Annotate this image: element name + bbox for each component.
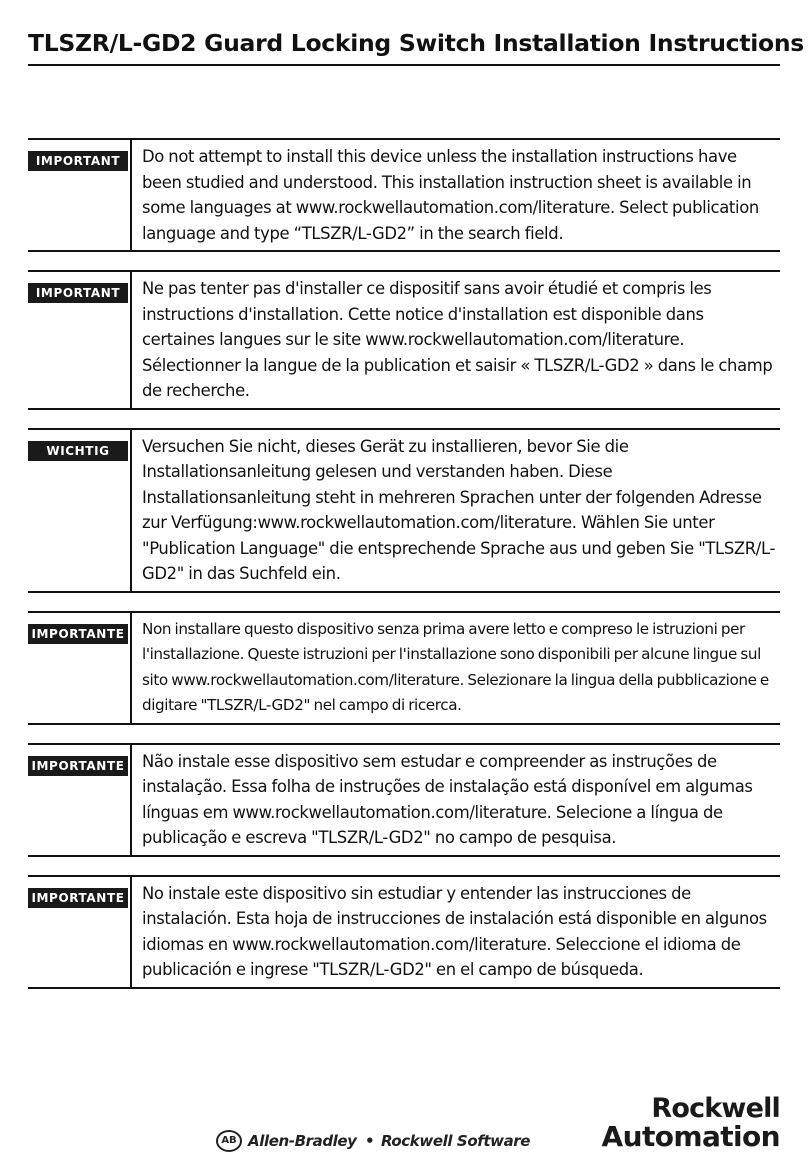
notice-text: Ne pas tenter pas d'installer ce dispositif sans avoir étudié et compris les instructions d'installation. Cette notice d'installation est disponible dans certaines langues sur le site www.rockwellautomation.com/literature. Sélectionner la langue de la publication et saisir « TLSZR/L-GD2 » dans le champ de recherche. (142, 279, 773, 400)
notice-list (28, 138, 780, 1007)
notice-badge: IMPORTANTE (28, 756, 128, 776)
rockwell-automation-logo-line2: Automation (601, 1120, 780, 1153)
rockwell-automation-logo-line1: Rockwell (651, 1093, 780, 1124)
notice-label-column (28, 272, 132, 408)
notice-label-column (28, 877, 132, 987)
title-divider (28, 64, 780, 66)
footer (0, 1088, 808, 1168)
notice-german (28, 428, 780, 593)
allen-bradley-logo-icon: AB (216, 1130, 242, 1152)
notice-text: Do not attempt to install this device unless the installation instructions have been studied and understood. This installation instruction sheet is available in some languages at www.rockwellautomation.com/literature. Select publication language and type “TLSZR/L-GD2” in the search field. (142, 147, 759, 243)
notice-english (28, 138, 780, 252)
notice-text: Não instale esse dispositivo sem estudar e compreender as instruções de instalação. Essa folha de instruções de instalação está disponível em algumas línguas em www.rockwellautomation.com/literature. Selecione a língua de publicação e escreva "TLSZR/L-GD2" no campo de pesquisa. (142, 751, 753, 847)
notice-label-column (28, 745, 132, 855)
notice-french (28, 270, 780, 410)
notice-label-column (28, 613, 132, 723)
rockwell-software-brand: Rockwell Software (381, 1132, 531, 1150)
notice-portuguese (28, 743, 780, 857)
notice-text: No instale este dispositivo sin estudiar y entender las instrucciones de instalación. Esta hoja de instrucciones de instalación está disponible en algunos idiomas en www.rockwellautomation.com/literature. Seleccione el idioma de publicación e ingrese "TLSZR/L-GD2" en el campo de búsqueda. (142, 883, 767, 979)
page-title: TLSZR/L-GD2 Guard Locking Switch Installation Instructions (28, 29, 804, 57)
notice-badge: IMPORTANT (28, 283, 128, 303)
notice-badge: IMPORTANT (28, 151, 128, 171)
notice-label-column (28, 430, 132, 591)
notice-italian (28, 611, 780, 725)
notice-text: Versuchen Sie nicht, dieses Gerät zu installieren, bevor Sie die Installationsanleitung gelesen und verstanden haben. Diese Installationsanleitung steht in mehreren Sprachen unter der folgenden Adresse zur Verfügung:www.rockwellautomation.com/literature. Wählen Sie unter "Publication Language" die entsprechende Sprache aus und geben Sie "TLSZR/L-GD2" in das Suchfeld ein. (142, 436, 776, 583)
notice-badge: IMPORTANTE (28, 624, 128, 644)
allen-bradley-brand: Allen-Bradley (248, 1132, 357, 1150)
notice-label-column (28, 140, 132, 250)
notice-badge: WICHTIG (28, 441, 128, 461)
notice-spanish (28, 875, 780, 989)
brand-separator: • (365, 1132, 375, 1150)
notice-badge: IMPORTANTE (28, 888, 128, 908)
notice-text: Non installare questo dispositivo senza prima avere letto e compreso le istruzioni per l'installazione. Queste istruzioni per l'installazione sono disponibili per alcune lingue sul sito www.rockwellautomation.com/literature. Selezionare la lingua della pubblicazione e digitare "TLSZR/L-GD2" nel campo di ricerca. (142, 619, 769, 714)
